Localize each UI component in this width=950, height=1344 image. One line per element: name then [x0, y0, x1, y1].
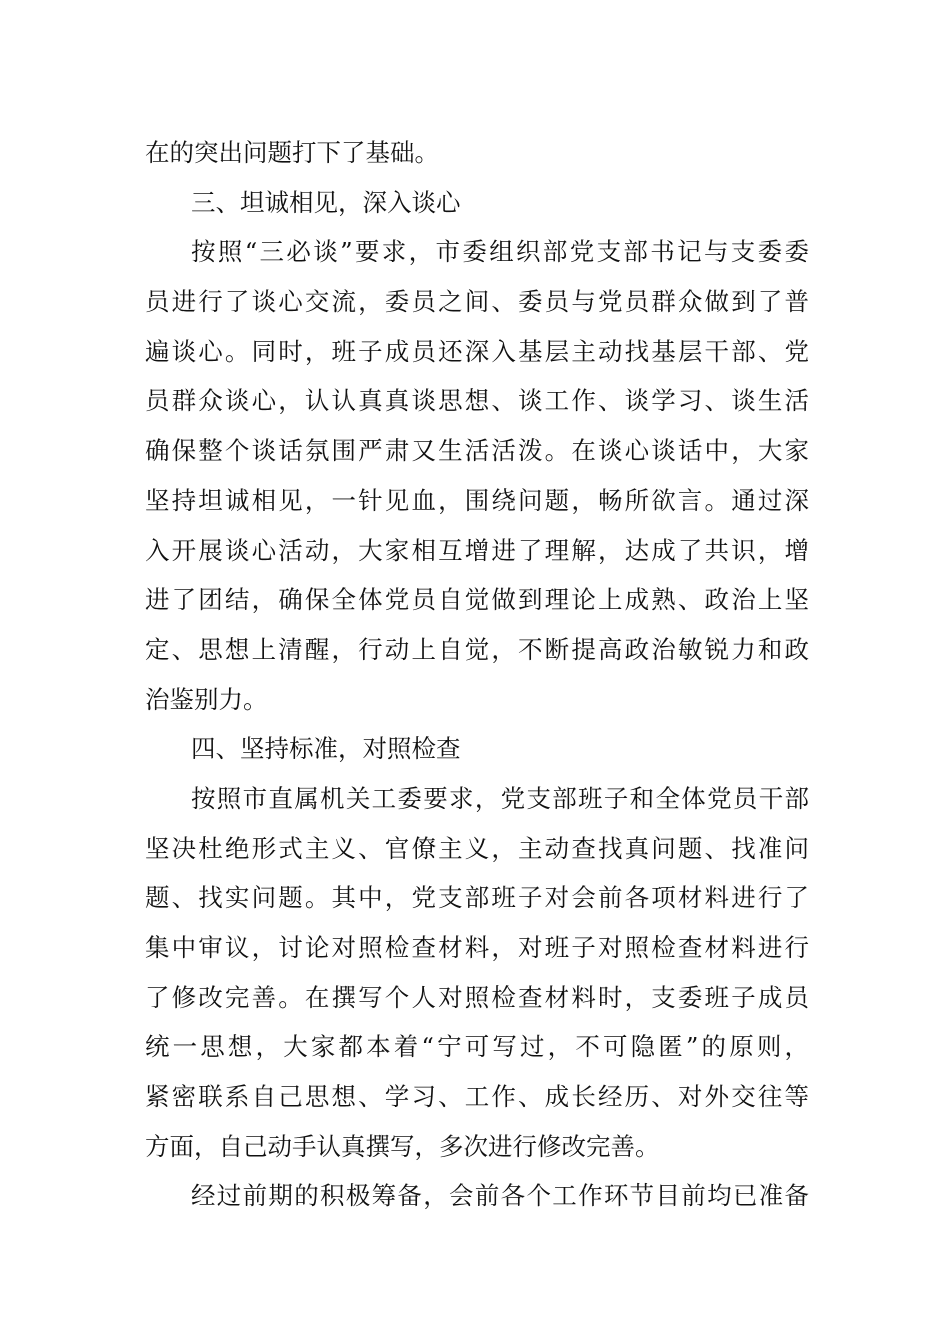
- paragraph-line: 按照市直属机关工委要求，党支部班子和全体党员干部: [191, 783, 809, 813]
- paragraph-line: 紧密联系自己思想、学习、工作、成长经历、对外交往等: [145, 1082, 809, 1112]
- paragraph-line: 坚持坦诚相见，一针见血，围绕问题，畅所欲言。通过深: [145, 485, 809, 515]
- paragraph-line: 治鉴别力。: [145, 684, 268, 714]
- paragraph-line: 定、思想上清醒，行动上自觉，不断提高政治敏锐力和政: [145, 634, 809, 664]
- paragraph-line: 了修改完善。在撰写个人对照检查材料时，支委班子成员: [145, 982, 809, 1012]
- paragraph-line: 进了团结，确保全体党员自觉做到理论上成熟、政治上坚: [145, 585, 809, 615]
- paragraph-line: 确保整个谈话氛围严肃又生活活泼。在谈心谈话中，大家: [145, 436, 809, 466]
- paragraph-line: 入开展谈心活动，大家相互增进了理解，达成了共识，增: [145, 535, 809, 565]
- paragraph-line: 方面，自己动手认真撰写，多次进行修改完善。: [145, 1131, 660, 1161]
- paragraph-line: 员进行了谈心交流，委员之间、委员与党员群众做到了普: [145, 287, 809, 317]
- paragraph-line: 坚决杜绝形式主义、官僚主义，主动查找真问题、找准问: [145, 833, 809, 863]
- paragraph-line: 经过前期的积极筹备，会前各个工作环节目前均已准备: [191, 1181, 809, 1211]
- paragraph-line: 在的突出问题打下了基础。: [145, 138, 439, 167]
- paragraph-line: 题、找实问题。其中，党支部班子对会前各项材料进行了: [145, 883, 809, 913]
- paragraph-line: 按照“三必谈”要求，市委组织部党支部书记与支委委: [191, 237, 809, 267]
- paragraph-line: 统一思想，大家都本着“宁可写过，不可隐匿”的原则，: [145, 1032, 809, 1062]
- section-heading-line: 四、坚持标准，对照检查: [191, 734, 461, 764]
- document-body: [145, 128, 809, 1221]
- section-heading-line: 三、坦诚相见，深入谈心: [191, 187, 461, 217]
- paragraph-line: 集中审议，讨论对照检查材料，对班子对照检查材料进行: [145, 933, 809, 962]
- paragraph-line: 遍谈心。同时，班子成员还深入基层主动找基层干部、党: [145, 336, 809, 366]
- paragraph-line: 员群众谈心，认认真真谈思想、谈工作、谈学习、谈生活: [145, 386, 809, 416]
